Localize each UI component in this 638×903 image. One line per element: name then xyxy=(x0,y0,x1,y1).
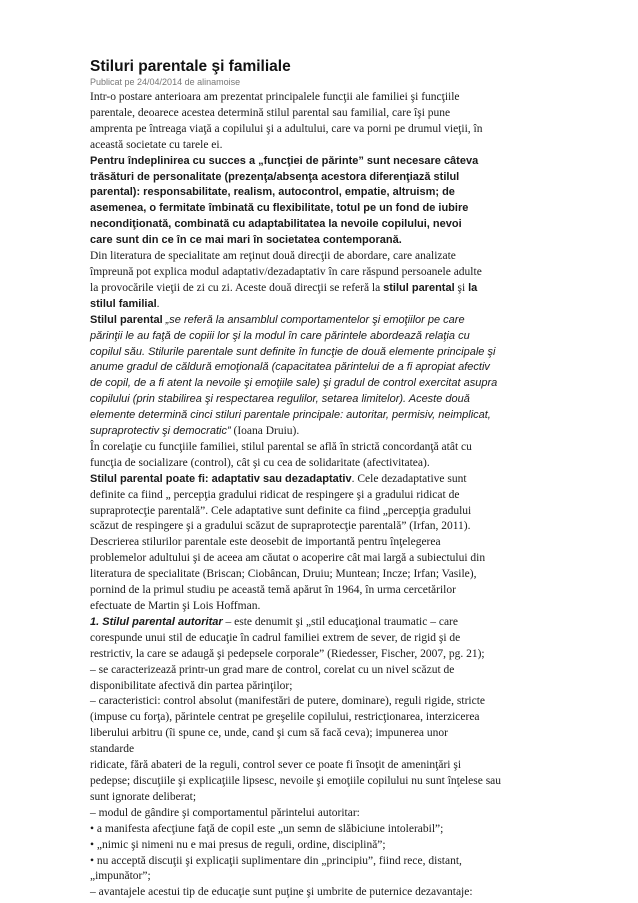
text-line xyxy=(90,330,470,342)
text-line xyxy=(90,616,458,628)
text-run: elemente determină cinci stiluri parentale principale: autoritar, permisiv, neimplicat, xyxy=(90,409,491,422)
text-run: pornind de la primul studiu pe această temă apărut în 1964, în urma cercetărilor xyxy=(90,584,456,597)
text-line xyxy=(90,186,455,198)
text-run: – caracteristici: control absolut (manifestări de putere, dominare), reguli rigide, stricte xyxy=(90,695,485,708)
text-run: restrictiv, la care se adaugă şi pedepsele corporale” (Riedesser, Fischer, 2007, pg. 21); xyxy=(90,647,485,660)
text-run: sunt ignorate deliberat; xyxy=(90,790,197,803)
text-run: necondiţionată, combinată cu adaptabilitatea la nevoile copilului, nevoi xyxy=(90,218,462,231)
text-line xyxy=(90,855,462,867)
text-line xyxy=(90,759,461,771)
text-run: această societate cu tarele ei. xyxy=(90,138,223,151)
paragraph xyxy=(90,154,575,249)
text-run: – modul de gândire şi comportamentul părintelui autoritar: xyxy=(90,806,360,819)
text-line xyxy=(90,870,151,882)
text-run: problemelor adultului şi de aceea am căutat o acoperire cât mai largă a subiectului din xyxy=(90,552,486,565)
text-line xyxy=(90,377,497,389)
text-line xyxy=(90,91,460,103)
text-line xyxy=(90,584,456,596)
text-line xyxy=(90,743,134,755)
text-line xyxy=(90,632,460,644)
text-line xyxy=(90,727,448,739)
text-run: Descrierea stilurilor parentale este deosebit de importantă pentru înţelegerea xyxy=(90,536,441,549)
text-line xyxy=(90,457,430,469)
text-run: copilului (prin stabilirea şi respectarea regulilor, setarea limitelor). Aceste două xyxy=(90,393,470,406)
text-run: Stilul parental xyxy=(90,313,163,326)
text-run: parental): responsabilitate, realism, autocontrol, empatie, altruism; de xyxy=(90,186,455,199)
text-line xyxy=(90,807,360,819)
text-run: Intr-o postare anterioara am prezentat principalele funcţii ale familiei şi funcţiile xyxy=(90,91,460,103)
text-run: pedepse; discuţiile şi explicaţiile lipsesc, nevoile şi emoţiile copilului nu sunt înţelese sau xyxy=(90,774,502,787)
text-line xyxy=(90,425,299,437)
text-run: Stilul parental poate fi: adaptativ sau dezadaptativ xyxy=(90,472,352,485)
text-run: scăzut de respingere şi a gradului scăzut de supraprotecţie parentală” (Irfan, 2011). xyxy=(90,520,471,533)
text-run: copilul său. Stilurile parentale sunt definite în funcţie de două elemente principale şi xyxy=(90,345,496,358)
text-run: definite ca fiind „ percepţia gradului ridicat de respingere şi a gradului ridicat de xyxy=(90,488,460,501)
text-run: la xyxy=(468,281,478,294)
text-line xyxy=(90,695,485,707)
text-run: împreună pot explica modul adaptativ/dezadaptativ în care răspund persoanele adulte xyxy=(90,265,482,278)
text-line xyxy=(90,600,260,612)
text-line xyxy=(90,171,459,183)
text-run: 1. Stilul parental autoritar xyxy=(90,615,223,628)
text-line xyxy=(90,473,467,485)
text-run: trăsături de personalitate (prezenţa/absenţa acestora diferenţiază stilul xyxy=(90,170,460,183)
text-line xyxy=(90,775,501,787)
text-run: supraprotecţie parentală”. Cele adaptative sunt definite ca fiind „percepţia gradului xyxy=(90,504,472,517)
text-line xyxy=(90,393,470,405)
text-line xyxy=(90,648,485,660)
text-run: funcţia de socializare (control), cât şi cu cea de solidaritate (afectivitatea). xyxy=(90,456,430,469)
text-run: supraprotectiv şi democratic” xyxy=(90,425,231,438)
text-run: anume gradul de căldură emoţională (capacitatea părintelui de a fi apropiat afectiv xyxy=(90,361,490,374)
text-run: de copil, de a fi atent la nevoile şi emoţiile sale) şi gradul de control exercitat asupra xyxy=(90,377,498,390)
text-line xyxy=(90,791,196,803)
text-line xyxy=(90,282,477,294)
text-run: – avantajele acestui tip de educaţie sunt puţine şi umbrite de puternice dezavantaje: xyxy=(90,886,473,899)
text-line xyxy=(90,346,495,358)
article xyxy=(90,58,575,901)
text-line xyxy=(90,155,478,167)
article-meta: Publicat pe 24/04/2014 de alinamoise xyxy=(90,77,241,87)
text-line xyxy=(90,839,386,851)
text-run: asemenea, o fermitate îmbinată cu flexibilitate, totul pe un fond de iubire xyxy=(90,202,469,215)
text-run: ridicate, fără abateri de la reguli, control sever ce poate fi însoţit de ameninţări şi xyxy=(90,759,462,772)
text-line xyxy=(90,680,292,692)
text-run: „se referă la ansamblul comportamentelor şi emoţiilor pe care xyxy=(165,313,465,326)
text-run: (impuse cu forţa), părintele centrat pe greşelile copilului, restricţionarea, interzicerea xyxy=(90,711,480,724)
article-title: Stiluri parentale şi familiale xyxy=(90,58,291,75)
text-line xyxy=(90,886,473,898)
text-run: • nu acceptă discuţii şi explicaţii suplimentare din „principiu”, fiind rece, distant, xyxy=(90,854,462,867)
text-run: stilul familial xyxy=(90,297,157,310)
text-line xyxy=(90,441,472,453)
text-line xyxy=(90,266,482,278)
text-run: parentale, deoarece acestea determină stilul parental sau familial, care îşi pune xyxy=(90,106,451,119)
paragraph xyxy=(90,249,575,313)
text-line xyxy=(90,568,477,580)
article-body xyxy=(90,90,575,901)
text-line xyxy=(90,409,491,421)
text-run: şi xyxy=(454,281,469,294)
text-line xyxy=(90,711,480,723)
text-run: • a manifesta afecţiune faţă de copil este „un semn de slăbiciune intolerabil”; xyxy=(90,822,444,835)
text-run: liberului arbitru (îi spune ce, unde, cand şi cum să facă ceva); impunerea unor xyxy=(90,727,448,740)
text-run: stilul parental xyxy=(383,281,455,294)
text-run: efectuate de Martin şi Lois Hoffman. xyxy=(90,600,261,612)
text-run: – este denumit şi „stil educaţional traumatic – care xyxy=(222,615,458,628)
text-run: (Ioana Druiu). xyxy=(230,425,300,438)
text-line xyxy=(90,123,482,135)
text-run: părinţii le au faţă de copiii lor şi la modul în care părintele abordează relaţia cu xyxy=(90,329,470,342)
text-line xyxy=(90,139,222,151)
paragraph xyxy=(90,90,575,154)
text-line xyxy=(90,218,462,230)
text-run: Pentru îndeplinirea cu succes a „funcţiei de părinte” sunt necesare câteva xyxy=(90,154,479,167)
text-line xyxy=(90,202,468,214)
text-run: Din literatura de specialitate am reţinut două direcţii de abordare, care analizate xyxy=(90,250,456,263)
text-line xyxy=(90,250,456,262)
text-run: care sunt din ce în ce mai mari în societatea contemporană. xyxy=(90,234,402,247)
text-run: literatura de specialitate (Briscan; Ciobâncan, Druiu; Muntean; Incze; Irfan; Vasile), xyxy=(90,568,477,581)
text-line xyxy=(90,552,485,564)
text-run: „impunător”; xyxy=(90,870,151,883)
text-run: corespunde unui stil de educaţie în cadrul familiei extrem de sever, de rigid şi de xyxy=(90,631,461,644)
text-run: În corelaţie cu funcţiile familiei, stilul parental se află în strictă concordanţă atât cu xyxy=(90,440,472,453)
text-line xyxy=(90,234,402,246)
text-run: standarde xyxy=(90,743,135,756)
text-line xyxy=(90,489,459,501)
text-line xyxy=(90,520,471,532)
text-line xyxy=(90,298,160,310)
paragraph xyxy=(90,440,575,472)
text-run: disponibilitate afectivă din partea părinţilor; xyxy=(90,679,293,692)
paragraph xyxy=(90,472,575,615)
text-line xyxy=(90,505,471,517)
text-run: amprenta pe întreaga viaţă a copilului şi a adultului, care va porni pe drumul vieţii, în xyxy=(90,122,483,135)
text-line xyxy=(90,361,490,373)
text-run: – se caracterizează printr-un grad mare de control, corelat cu un nivel scăzut de xyxy=(90,663,455,676)
text-line xyxy=(90,314,465,326)
text-line xyxy=(90,107,450,119)
text-line xyxy=(90,536,441,548)
paragraph xyxy=(90,615,575,901)
paragraph xyxy=(90,313,575,440)
text-run: • „nimic şi nimeni nu e mai presus de reguli, ordine, disciplină”; xyxy=(90,838,386,851)
text-line xyxy=(90,823,443,835)
text-run: la provocările vieţii de zi cu zi. Aceste două direcţii se referă la xyxy=(90,281,384,294)
text-run: . Cele dezadaptative sunt xyxy=(351,472,467,485)
text-line xyxy=(90,664,454,676)
text-run: . xyxy=(156,297,160,310)
